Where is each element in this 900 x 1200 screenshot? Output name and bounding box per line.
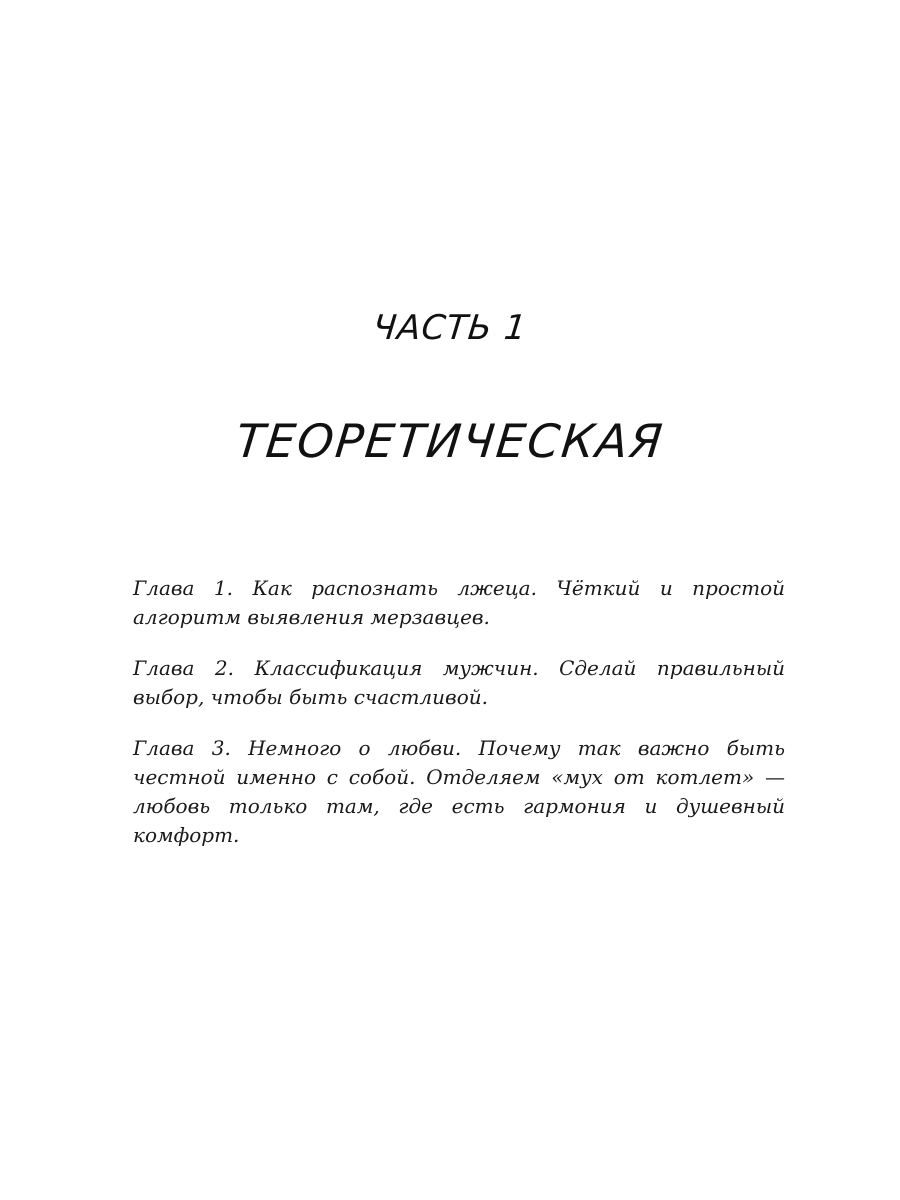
part-title-heading: ТЕОРЕТИЧЕСКАЯ bbox=[233, 414, 667, 468]
chapter-1-description: Глава 1. Как распознать лжеца. Чёткий и простой алгоритм выявления мерзавцев. bbox=[133, 576, 785, 629]
chapter-list bbox=[133, 574, 785, 872]
chapter-2-description: Глава 2. Классификация мужчин. Сделай правильный выбор, чтобы быть счастливой. bbox=[133, 656, 785, 709]
part-number-heading: ЧАСТЬ 1 bbox=[370, 308, 530, 348]
chapter-3-description: Глава 3. Немного о любви. Почему так важно быть честной именно с собой. Отделяем «мух от котлет» — любовь только там, где есть гармония и душевный комфорт. bbox=[133, 736, 785, 847]
